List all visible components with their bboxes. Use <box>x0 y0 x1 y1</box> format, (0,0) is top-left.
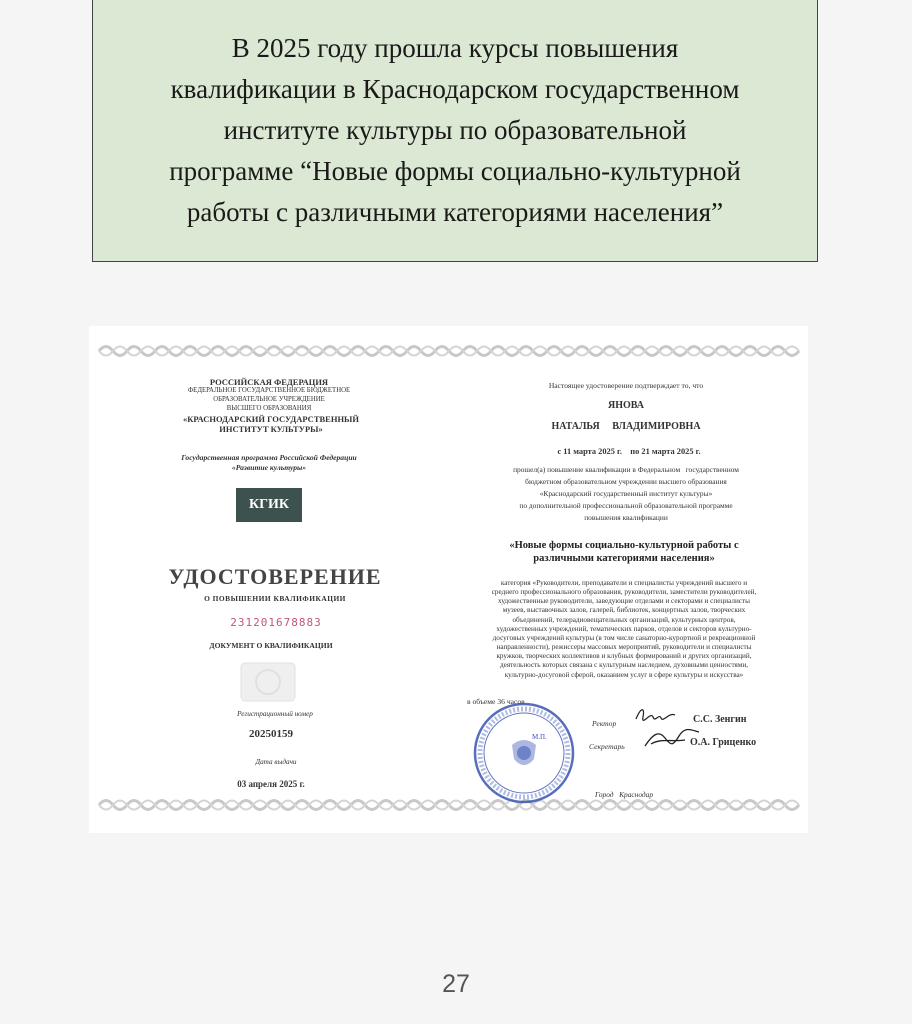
org-line: ВЫСШЕГО ОБРАЗОВАНИЯ <box>226 405 312 412</box>
guilloche-border-top <box>89 340 808 362</box>
program-name-line: различными категориями населения» <box>533 553 715 564</box>
category-line: объединений, телерадиовещательных организаций, культурных центров, <box>512 615 736 624</box>
category-line: культурно-досуговой сферой, оказанием услуг в сфере культуры и искусства» <box>504 670 744 679</box>
rector-name: С.С. Зенгин <box>693 714 747 725</box>
kgik-logo: КГИК <box>236 488 302 522</box>
guilloche-border-bottom <box>89 794 808 816</box>
passed-line: повышения квалификации <box>584 513 668 522</box>
serial-number: 231201678883 <box>230 616 322 629</box>
heading-line: В 2025 году прошла курсы повышения <box>231 33 679 63</box>
secretary-label: Секретарь <box>589 742 625 751</box>
category-line: среднего профессионального образования, руководители, заместители руководителей, <box>491 588 757 597</box>
stamp-mark-text: М.П. <box>532 733 547 741</box>
heading-line: программе “Новые формы социально-культурной <box>169 156 741 186</box>
category-text <box>465 579 783 680</box>
holder-name: НАТАЛЬЯ ВЛАДИМИРОВНА <box>551 421 701 432</box>
program-name <box>465 539 783 565</box>
org-line: ОБРАЗОВАТЕЛЬНОЕ УЧРЕЖДЕНИЕ <box>213 396 325 403</box>
org-line: ИНСТИТУТ КУЛЬТУРЫ» <box>219 424 323 434</box>
city: Город Краснодар <box>595 790 654 799</box>
course-period: с 11 марта 2025 г. по 21 марта 2025 г. <box>557 447 701 456</box>
heading-box <box>92 0 818 262</box>
rector-label: Ректор <box>592 719 617 728</box>
certificate-image <box>89 326 808 833</box>
passed-line: бюджетном образовательном учреждении высшего образования <box>525 477 727 486</box>
heading-line: работы с различными категориями населения” <box>186 197 724 227</box>
category-line: досуговых учреждений культуры (в том числе санаторно-курортной и рекреационной <box>492 633 756 642</box>
issue-date: 03 апреля 2025 г. <box>237 779 305 789</box>
program-name-line: «Новые формы социально-культурной работы с <box>509 540 739 551</box>
category-line: деятельность которых связана с культурным наследием, духовными ценностями, <box>499 661 748 670</box>
category-line: художественные руководители, заведующие отделами и секторами и специалисты <box>498 597 750 606</box>
category-line: категория «Руководители, преподаватели и специалисты учреждений высшего и <box>500 579 748 587</box>
category-line: кружков, творческих коллективов и клубных формирований и других организаций, <box>496 652 752 661</box>
document-type: ДОКУМЕНТ О КВАЛИФИКАЦИИ <box>209 641 333 650</box>
org-line: РОССИЙСКАЯ ФЕДЕРАЦИЯ <box>209 377 329 387</box>
org-line: ФЕДЕРАЛЬНОЕ ГОСУДАРСТВЕННОЕ БЮДЖЕТНОЕ <box>187 387 351 394</box>
reg-number: 20250159 <box>249 728 293 740</box>
category-line: направленности), режиссеры массовых мероприятий, руководители и специалисты <box>496 643 752 652</box>
heading-line: квалификации в Краснодарском государственном <box>170 74 740 104</box>
reg-number-label: Регистрационный номер <box>237 710 313 718</box>
gov-program-line: Государственная программа Российской Федерации <box>181 453 357 462</box>
secretary-name: О.А. Гриценко <box>690 737 757 748</box>
official-stamp-icon <box>472 701 576 805</box>
passed-line: по дополнительной профессиональной образовательной программе <box>519 501 733 510</box>
course-hours: в объеме 36 часов <box>467 697 525 706</box>
page-number: 27 <box>442 970 470 998</box>
intro-text: Настоящее удостоверение подтверждает то, что <box>548 381 704 390</box>
page-heading <box>93 28 817 233</box>
issue-date-label: Дата выдачи <box>255 758 297 766</box>
category-line: музеев, выставочных залов, галерей, библиотек, концертных залов, творческих <box>502 606 746 615</box>
heading-line: институте культуры по образовательной <box>223 115 687 145</box>
document-title: УДОСТОВЕРЕНИЕ <box>168 564 382 589</box>
category-line: художественных учреждений, тематических парков, отделов и секторов культурно- <box>496 624 752 633</box>
document-subtitle: О ПОВЫШЕНИИ КВАЛИФИКАЦИИ <box>204 594 346 603</box>
org-line: «КРАСНОДАРСКИЙ ГОСУДАРСТВЕННЫЙ <box>182 414 360 424</box>
holder-surname: ЯНОВА <box>607 400 645 411</box>
gov-program-line: «Развитие культуры» <box>231 463 307 472</box>
hologram-mark <box>239 661 297 703</box>
passed-line: прошел(а) повышение квалификации в Федеральном государственном <box>513 465 739 474</box>
passed-line: «Краснодарский государственный институт культуры» <box>539 489 713 498</box>
